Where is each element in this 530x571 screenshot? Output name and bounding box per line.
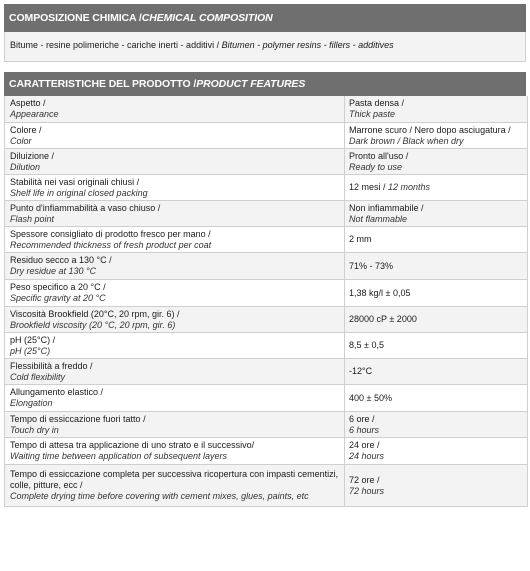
property-cell (5, 201, 345, 226)
value-it: 71% - 73% (349, 260, 394, 271)
value-cell (345, 333, 527, 358)
value-en: Thick paste (349, 109, 396, 119)
table-row (5, 280, 527, 307)
value-cell (345, 412, 527, 437)
property-label-en: Shelf life in original closed packing (10, 187, 148, 198)
property-label-en: Touch dry in (10, 424, 59, 435)
property-label-en: Cold flexibility (10, 371, 66, 382)
value-cell (345, 123, 527, 148)
table-row (5, 359, 527, 385)
property-label-it: Diluizione / (10, 150, 55, 161)
value-it: 2 mm (349, 234, 372, 244)
value-it: Marrone scuro / Nero dopo asciugatura / (349, 124, 511, 135)
value-en: Ready to use (349, 161, 403, 172)
value-cell (345, 438, 527, 464)
value-it: Pronto all'uso / (349, 150, 409, 161)
features-heading-en: PRODUCT FEATURES (196, 77, 306, 90)
property-label-it: Allungamento elastico / (10, 387, 104, 397)
property-label-it: Spessore consigliato di prodotto fresco per mano / (10, 228, 211, 239)
property-cell (5, 280, 345, 306)
features-heading (4, 72, 526, 96)
property-label-it: Punto d'infiammabilità a vaso chiuso / (10, 202, 161, 213)
property-label-it: Tempo di essiccazione fuori tatto / (10, 413, 146, 424)
value-it: Pasta densa / (349, 98, 405, 108)
composition-text-it: Bitume - resine polimeriche - cariche inerti - additivi / (10, 40, 222, 50)
value-it: 72 ore / (349, 474, 380, 485)
property-cell (5, 96, 345, 122)
composition-text-en: Bitumen - polymer resins - fillers - additives (221, 40, 394, 50)
property-label-en: Flash point (10, 213, 55, 224)
property-label-it: Residuo secco a 130 °C / (10, 255, 112, 265)
property-cell (5, 175, 345, 200)
property-label-it: Peso specifico a 20 °C / (10, 282, 106, 292)
value-it: 1,38 kg/l ± 0,05 (349, 287, 411, 298)
value-cell (345, 307, 527, 332)
value-cell (345, 253, 527, 279)
table-row (5, 307, 527, 333)
composition-heading-en: CHEMICAL COMPOSITION (141, 11, 273, 24)
composition-heading-it: COMPOSIZIONE CHIMICA / (9, 11, 142, 24)
property-cell (5, 359, 345, 384)
property-label-en: Elongation (10, 398, 53, 408)
property-cell (5, 465, 345, 506)
value-cell (345, 465, 527, 506)
property-label-en: Complete drying time before covering with cement mixes, glues, paints, etc (10, 491, 309, 501)
value-it: 400 ± 50% (349, 392, 392, 403)
property-label-it: Colore / (10, 124, 42, 135)
property-cell (5, 385, 345, 411)
table-row (5, 96, 527, 123)
value-it: 8,5 ± 0,5 (349, 340, 384, 350)
table-row (5, 123, 527, 149)
property-label-it: Tempo di essiccazione completa per successiva ricopertura con impasti cementizi, colle, pitture, ecc / (10, 469, 339, 490)
property-label-it: Viscosità Brookfield (20°C, 20 rpm, gir. 6) / (10, 308, 180, 319)
value-cell (345, 149, 527, 174)
property-label-en: Color (10, 135, 32, 146)
value-it: -12°C (349, 366, 373, 376)
property-cell (5, 438, 345, 464)
property-label-it: Flessibilità a freddo / (10, 360, 93, 371)
table-row (5, 253, 527, 280)
property-label-en: Recommended thickness of fresh product per coat (10, 239, 212, 250)
value-en: Dark brown / Black when dry (349, 135, 464, 146)
table-row (5, 149, 527, 175)
property-cell (5, 253, 345, 279)
value-cell (345, 96, 527, 122)
table-row (5, 227, 527, 253)
property-label-en: Dry residue at 130 °C (10, 266, 97, 276)
property-label-en: Brookfield viscosity (20 °C, 20 rpm, gir. 6) (10, 319, 176, 330)
table-row (5, 201, 527, 227)
value-en: 6 hours (349, 424, 380, 435)
value-cell (345, 175, 527, 200)
features-heading-it: CARATTERISTICHE DEL PRODOTTO / (9, 77, 197, 90)
property-cell (5, 307, 345, 332)
property-label-it: Stabilità nei vasi originali chiusi / (10, 176, 140, 187)
property-cell (5, 227, 345, 252)
property-label-it: Aspetto / (10, 98, 46, 108)
property-cell (5, 123, 345, 148)
value-it: Non infiammabile / (349, 202, 424, 213)
property-label-en: Dilution (10, 161, 41, 172)
table-row (5, 175, 527, 201)
value-it: 28000 cP ± 2000 (349, 314, 417, 324)
composition-text (4, 32, 526, 62)
value-cell (345, 359, 527, 384)
value-it: 6 ore / (349, 413, 375, 424)
value-cell (345, 201, 527, 226)
table-row (5, 385, 527, 412)
value-en: 24 hours (349, 451, 385, 461)
value-it: 12 mesi / (349, 182, 389, 192)
property-label-it: Tempo di attesa tra applicazione di uno strato e il successivo/ (10, 440, 255, 450)
property-label-en: Specific gravity at 20 °C (10, 293, 106, 303)
table-row (5, 438, 527, 465)
value-cell (345, 280, 527, 306)
property-cell (5, 412, 345, 437)
property-label-it: pH (25°C) / (10, 334, 56, 345)
property-label-en: Appearance (10, 109, 59, 119)
composition-heading (4, 4, 526, 32)
value-cell (345, 227, 527, 252)
features-table (4, 96, 528, 507)
property-label-en: Waiting time between application of subsequent layers (10, 451, 227, 461)
property-cell (5, 149, 345, 174)
property-label-en: pH (25°C) (10, 345, 51, 356)
value-en: 72 hours (349, 485, 385, 496)
table-row (5, 412, 527, 438)
value-en: 12 months (388, 182, 431, 192)
value-it: 24 ore / (349, 440, 380, 450)
table-row (5, 333, 527, 359)
value-en: Not flammable (349, 213, 408, 224)
property-cell (5, 333, 345, 358)
value-cell (345, 385, 527, 411)
table-row (5, 465, 527, 507)
